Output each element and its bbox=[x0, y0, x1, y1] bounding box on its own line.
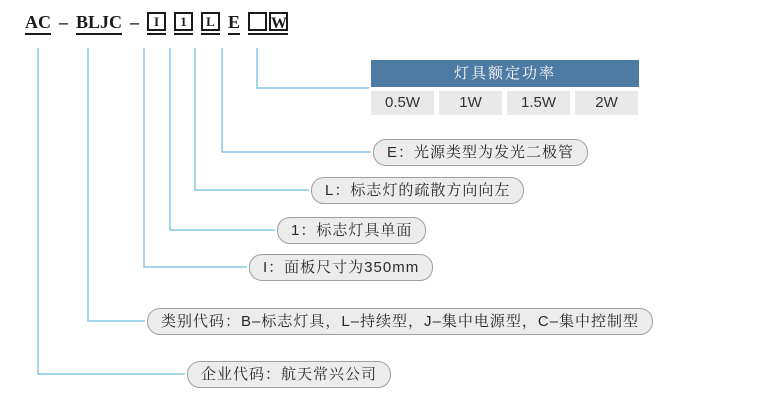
connector-power-table bbox=[257, 48, 369, 88]
code-power-unit: W bbox=[269, 12, 288, 31]
callout-faces: 1：标志灯具单面 bbox=[277, 217, 426, 244]
callout-source-type: E：光源类型为发光二极管 bbox=[373, 139, 588, 166]
code-dash: – bbox=[59, 12, 68, 32]
code-box-panel-size: I bbox=[147, 12, 166, 35]
power-value-cell: 1W bbox=[439, 91, 502, 115]
callout-panel-size: I：面板尺寸为350mm bbox=[249, 254, 433, 281]
code-box-direction: L bbox=[201, 12, 220, 35]
power-table-row bbox=[371, 91, 639, 115]
power-value-cell: 0.5W bbox=[371, 91, 434, 115]
power-value-cell: 2W bbox=[575, 91, 638, 115]
power-placeholder-box bbox=[248, 12, 267, 31]
code-power-group bbox=[248, 12, 288, 35]
code-box-faces: 1 bbox=[174, 12, 193, 35]
connector-category-code bbox=[88, 48, 145, 321]
code-dash: – bbox=[130, 12, 140, 32]
power-table-header: 灯具额定功率 bbox=[371, 60, 639, 87]
connector-source-type bbox=[222, 48, 371, 152]
callout-company-code: 企业代码：航天常兴公司 bbox=[187, 361, 391, 388]
code-source-type: E bbox=[228, 13, 240, 35]
power-value-cell: 1.5W bbox=[507, 91, 570, 115]
model-code bbox=[25, 12, 288, 35]
code-company-prefix: AC bbox=[25, 13, 51, 35]
connector-direction bbox=[195, 48, 309, 190]
power-table bbox=[371, 60, 639, 115]
callout-category-code: 类别代码：B–标志灯具，L–持续型，J–集中电源型，C–集中控制型 bbox=[147, 308, 653, 335]
code-category-group: BLJC bbox=[76, 13, 122, 35]
callout-direction: L：标志灯的疏散方向向左 bbox=[311, 177, 524, 204]
